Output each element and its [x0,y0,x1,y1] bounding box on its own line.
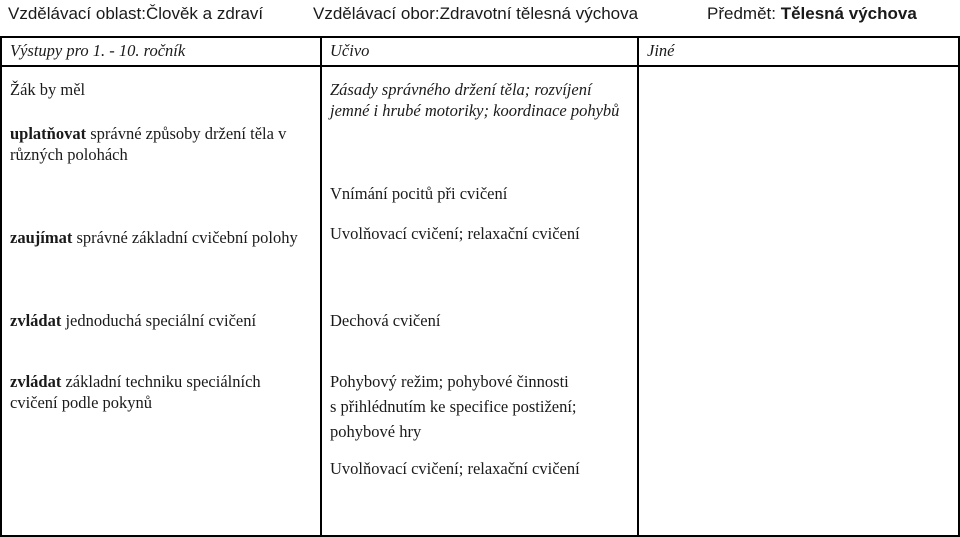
page-header [0,0,960,36]
subject-value: Tělesná výchova [780,4,917,23]
output-item-1 [10,123,300,165]
education-area-label: Vzdělávací oblast:Člověk a zdraví [8,4,264,23]
output-text-4: základní techniku speciálních cvičení podle pokynů [10,372,261,412]
output-verb-4: zvládat [10,372,62,391]
output-text-3: jednoduchá speciální cvičení [61,311,257,330]
subject-prefix: Předmět: [707,4,781,23]
col-header-other: Jiné [647,41,675,60]
output-item-2 [10,227,300,248]
column-divider-1 [320,36,322,537]
curriculum-item-5a: Pohybový režim; pohybové činnosti [330,372,569,391]
outputs-intro: Žák by měl [10,80,86,99]
table-left-border [0,36,2,537]
col-header-curriculum: Učivo [330,41,370,60]
subject-label [707,4,917,24]
column-divider-2 [637,36,639,537]
output-item-3 [10,310,310,331]
curriculum-item-1: Zásady správného držení těla; rozvíjení jemné i hrubé motoriky; koordinace pohybů [330,80,620,120]
output-verb-2: zaujímat [10,228,73,247]
output-verb-3: zvládat [10,311,62,330]
education-field-label: Vzdělávací obor:Zdravotní tělesná výchova [313,4,639,23]
curriculum-item-2: Vnímání pocitů při cvičení [330,184,508,203]
curriculum-item-5b: s přihlédnutím ke specifice postižení; [330,397,577,416]
curriculum-item-5c: pohybové hry [330,422,422,441]
output-text-1: správné způsoby držení těla v různých polohách [10,124,287,164]
curriculum-item-6: Uvolňovací cvičení; relaxační cvičení [330,459,580,478]
output-verb-1: uplatňovat [10,124,87,143]
curriculum-item-4: Dechová cvičení [330,311,441,330]
curriculum-table [0,36,960,537]
table-top-border [0,36,960,38]
output-item-4 [10,371,310,413]
col-header-outputs: Výstupy pro 1. - 10. ročník [10,41,186,60]
curriculum-item-3: Uvolňovací cvičení; relaxační cvičení [330,224,580,243]
header-row-border [0,65,960,67]
output-text-2: správné základní cvičební polohy [72,228,298,247]
